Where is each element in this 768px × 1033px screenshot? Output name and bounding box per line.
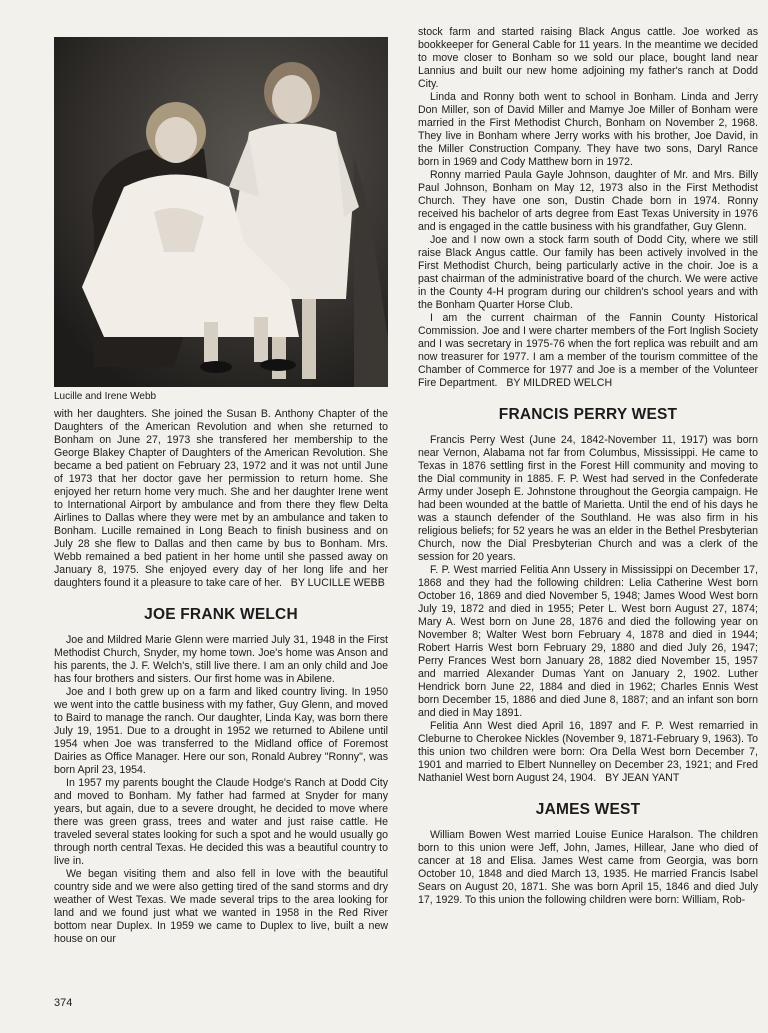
photo-illustration bbox=[54, 37, 388, 387]
welch-continued-4: Joe and I now own a stock farm south of Dodd City, where we still raise Black Angus cattle. Our family has been actively involved in the First Methodist Church, being particularly active in the choir. Joe is a past chairman of the administrative board of the church. We were active in the County 4-H program during our children's school years and with the Bonham Quarter Horse Club. bbox=[418, 234, 758, 311]
welch-continued-2: Linda and Ronny both went to school in Bonham. Linda and Jerry Don Miller, son of David Miller and Mamye Joe Miller of Bonham were married in the First Methodist Church, Bonham on November 2, 1968. They live in Bonham where Jerry works with his brother, Joe David, in the Miller Construction Company. They have two sons, Daryl Rance born in 1969 and Cody Matthew born in 1972. bbox=[418, 91, 758, 168]
welch-paragraph-3: In 1957 my parents bought the Claude Hodge's Ranch at Dodd City and moved to Bonham. My father had farmed at Snyder for many years, but again, due to a severe drought, he decided to move where there was green grass, trees and water and just raise cattle. He traveled several states looking for such a spot and he would usually go through north central Texas. He decided this was a beautiful country to live in. bbox=[54, 777, 388, 867]
west-paragraph-2: F. P. West married Felitia Ann Ussery in Mississippi on December 17, 1868 and they had the following children: Lelia Catherine West born October 16, 1869 and died November 5, 1948; James Wood West born July 19, 1872 and died in 1955; Peter L. West born August 27, 1874; Mary A. West born on June 28, 1876 and died the following year on November 8; Walter West born February 4, 1878 and died in 1944; Robert Harris West born February 29, 1880 and died July 26, 1947; Perry Frances West born January 28, 1882 died November 15, 1957 and married Alexander Dumas Yant on January 2, 1902. Luther Hendrick born June 22, 1884 and died in 1962; Charles Ennis West born December 15, 1886 and died June 8, 1887; and an infant son born and died in May 1891. bbox=[418, 564, 758, 719]
section-title-joe-frank-welch: JOE FRANK WELCH bbox=[144, 606, 298, 623]
welch-paragraph-2: Joe and I both grew up on a farm and liked country living. In 1950 we went into the cattle business with my father, Guy Glenn, and moved to Baird to manage the ranch. Our daughter, Linda Kay, was born there July 19, 1951. Due to a drought in 1952 we returned to Abilene until 1954 when Joe was transferred to the Midland office of Foremost Dairies as Office Manager. Here our son, Ronald Aubrey "Ronny", was born April 23, 1954. bbox=[54, 686, 388, 776]
welch-paragraph-1: Joe and Mildred Marie Glenn were married July 31, 1948 in the First Methodist Church, Snyder, my home town. Joe's home was Anson and his parents, the J. F. Welch's, still live there. I am an only child and Joe has four brothers and sisters. Our first home was in Abilene. bbox=[54, 634, 388, 685]
intro-text: with her daughters. She joined the Susan B. Anthony Chapter of the Daughters of the American Revolution and when she returned to Bonham on June 27, 1973 she transfered her membership to the George Blakey Chapter of Daughters of the American Revolution. She became a bed patient on February 23, 1972 and it was not until June of 1973 that her doctor gave her permission to return home. She enjoyed her return home very much. She and her daughter Irene went to International Airport by ambulance and from there they flew Delta Airlines to Dallas where they were met by an ambulance and taken to Bonham. Lucille remained in Long Beach to finish business and on July 28 she flew to Dallas and then came by bus to Bonham. Mrs. Webb remained a bed patient in her home until she passed away on January 8, 1975. She enjoyed every day of her long life and her daughters found it a pleasure to take care of her. bbox=[54, 408, 388, 589]
photo-caption: Lucille and Irene Webb bbox=[54, 391, 157, 402]
page-number: 374 bbox=[54, 997, 73, 1009]
welch-paragraph-4: We began visiting them and also fell in love with the beautiful country side and we were also getting tired of the sand storms and dry weather of West Texas. We made several trips to the area looking for land and we found just what we wanted in 1958 in the Red River bottom near Duplex. In 1959 we came to Duplex to live, built a new house on our bbox=[54, 868, 388, 945]
intro-byline: BY LUCILLE WEBB bbox=[290, 577, 385, 589]
west-paragraph-1: Francis Perry West (June 24, 1842-November 11, 1917) was born near Vernon, Alabama not far from Columbus, Mississippi. He came to Texas in 1876 settling first in the Forest Hill community and moving to the Dial community in 1885. F. P. West had served in the Confederate Army under Joseph E. Johnstone throughout the Georgia campaign. He had been wounded at the battle of Marietta. Until the end of his days he was a staunch defender of the Southland. He was also firm in his religious beliefs; for 52 years he was an elder in the Bethel Presbyterian Church, now the Dial Presbyterian Church and was a clerk of the session for 20 years. bbox=[418, 434, 758, 563]
welch-continued-1: stock farm and started raising Black Angus cattle. Joe worked as bookkeeper for General Cable for 11 years. In the meantime we decided to move closer to Bonham so we sold our place, bought land near Lannius and built our new home adjoining my father's ranch at Dodd City. bbox=[418, 26, 758, 90]
welch-continued-3: Ronny married Paula Gayle Johnson, daughter of Mr. and Mrs. Billy Paul Johnson, Bonham on May 12, 1973 also in the First Methodist Church. They have one son, Dustin Chade born in 1974. Ronny received his bachelor of arts degree from East Texas University in 1976 and is engaged in the cattle business with his grandfather, Guy Glenn. bbox=[418, 169, 758, 233]
right-column bbox=[418, 26, 758, 907]
section-title-francis-perry-west: FRANCIS PERRY WEST bbox=[498, 406, 678, 423]
west-byline: BY JEAN YANT bbox=[605, 772, 680, 784]
intro-paragraph bbox=[54, 408, 388, 590]
west-paragraph-3 bbox=[418, 720, 758, 785]
welch-continued-5 bbox=[418, 312, 758, 390]
left-column bbox=[54, 26, 388, 946]
west-paragraph-3-text: Felitia Ann West died April 16, 1897 and F. P. West remarried in Cleburne to Cherokee Nickles (November 9, 1871-February 9, 1963). To this union two children were born: Ora Della West born December 7, 1901 and married to Elbert Nunnelley on December 23, 1921; and Fred Nathaniel West born August 24, 1904. bbox=[418, 720, 758, 784]
james-paragraph: William Bowen West married Louise Eunice Haralson. The children born to this union were Jeff, John, James, Hillear, Jane who died of cancer at 18 and Elisa. James West came from Georgia, was born October 10, 1848 and died March 13, 1935. He married Francis Isabel Sears on August 20, 1871. She was born April 15, 1846 and died July 17, 1929. To this union the following children were born: William, Rob- bbox=[418, 829, 758, 906]
section-title-james-west: JAMES WEST bbox=[535, 801, 641, 818]
welch-continued-5-text: I am the current chairman of the Fannin County Historical Commission. Joe and I were charter members of the Fort Inglish Society and I was secretary in 1975-76 when the fort replica was rebuilt and am now treasurer for 1977. I am a member of the tourism committee of the Chamber of Commerce for 1977 and Joe is a member of the Volunteer Fire Department. bbox=[418, 312, 758, 389]
welch-byline: BY MILDRED WELCH bbox=[506, 377, 613, 389]
photo bbox=[54, 37, 388, 387]
